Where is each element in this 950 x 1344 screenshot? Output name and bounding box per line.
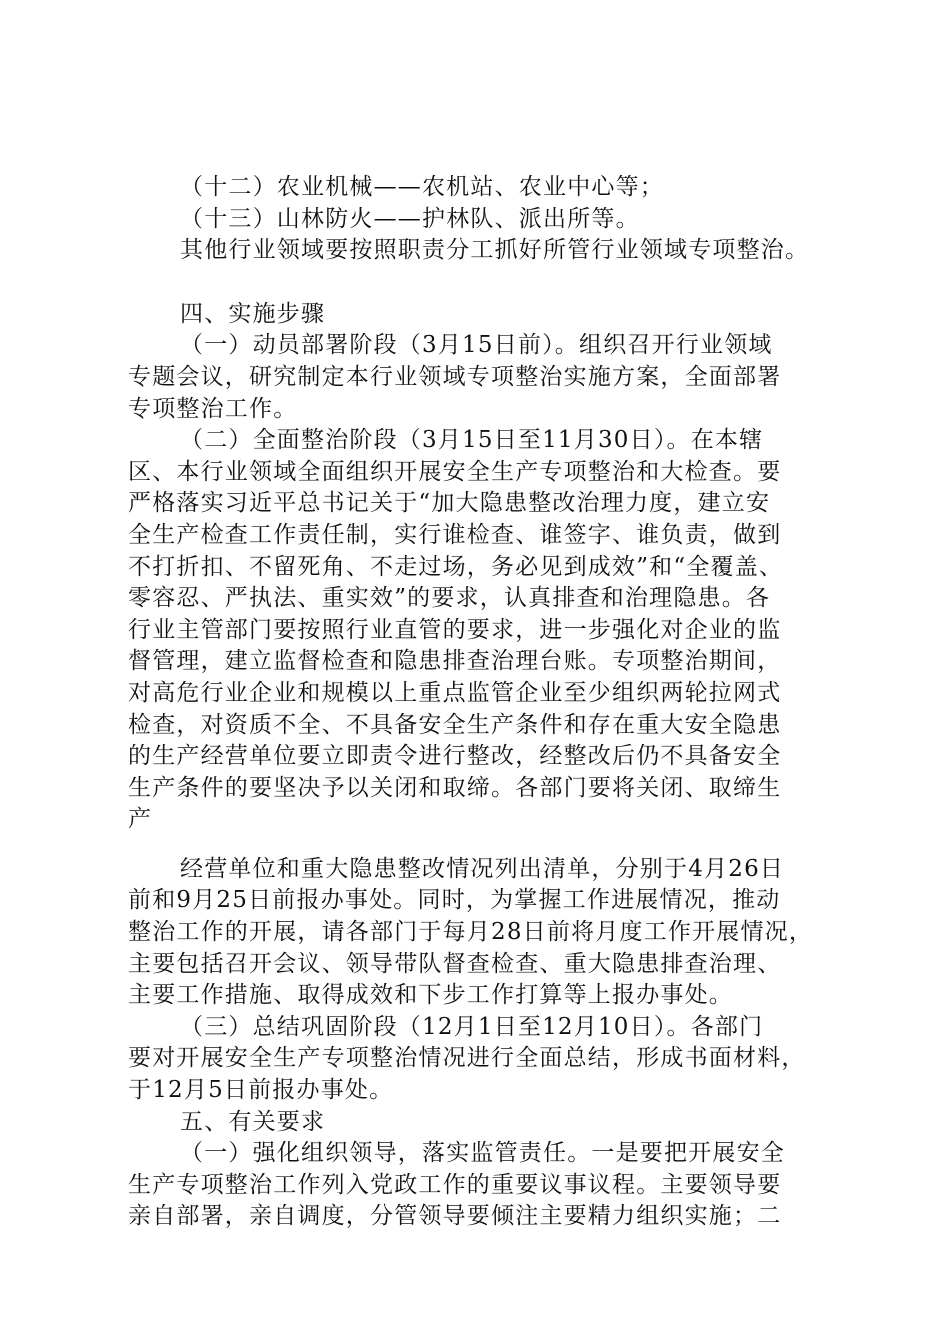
text-line: 前和9月25日前报办事处。同时，为掌握工作进展情况，推动 bbox=[128, 887, 781, 914]
text-line: 检查，对资质不全、不具备安全生产条件和存在重大安全隐患 bbox=[128, 711, 782, 738]
document-page bbox=[128, 172, 838, 1233]
text-line: （一）强化组织领导，落实监管责任。一是要把开展安全 bbox=[180, 1140, 785, 1167]
text-line: 对高危行业企业和规模以上重点监管企业至少组织两轮拉网式 bbox=[128, 679, 782, 706]
text-line: 生产专项整治工作列入党政工作的重要议事议程。主要领导要 bbox=[128, 1171, 782, 1198]
text-line: 区、本行业领域全面组织开展安全生产专项整治和大检查。要 bbox=[128, 458, 782, 485]
text-line: 专项整治工作。 bbox=[128, 395, 298, 422]
text-line: 的生产经营单位要立即责令进行整改，经整改后仍不具备安全 bbox=[128, 743, 782, 770]
text-line: （三）总结巩固阶段（12月1日至12月10日）。各部门 bbox=[180, 1013, 764, 1040]
text-line: 生产条件的要坚决予以关闭和取缔。各部门要将关闭、取缔生 bbox=[128, 774, 782, 801]
text-line: 于12月5日前报办事处。 bbox=[128, 1077, 394, 1104]
text-line: 严格落实习近平总书记关于“加大隐患整改治理力度，建立安 bbox=[128, 490, 771, 517]
text-line: 整治工作的开展，请各部门于每月28日前将月度工作开展情况， bbox=[128, 919, 814, 946]
text-line: 督管理，建立监督检查和隐患排查治理台账。专项整治期间， bbox=[128, 648, 782, 675]
text-line: （二）全面整治阶段（3月15日至11月30日）。在本辖 bbox=[180, 427, 764, 454]
text-line: 主要包括召开会议、领导带队督查检查、重大隐患排查治理、 bbox=[128, 950, 782, 977]
text-line: 亲自部署，亲自调度，分管领导要倾注主要精力组织实施；二 bbox=[128, 1203, 782, 1230]
text-line: 行业主管部门要按照行业直管的要求，进一步强化对企业的监 bbox=[128, 616, 782, 643]
text-line: 专题会议，研究制定本行业领域专项整治实施方案，全面部署 bbox=[128, 363, 782, 390]
text-line: 产 bbox=[128, 806, 153, 833]
text-line: （十三）山林防火——护林队、派出所等。 bbox=[180, 205, 640, 232]
text-line: 不打折扣、不留死角、不走过场，务必见到成效”和“全覆盖、 bbox=[128, 553, 784, 580]
text-line: 其他行业领域要按照职责分工抓好所管行业领域专项整治。 bbox=[180, 237, 810, 264]
text-line: 全生产检查工作责任制，实行谁检查、谁签字、谁负责，做到 bbox=[128, 521, 782, 548]
text-line: 经营单位和重大隐患整改情况列出清单，分别于4月26日 bbox=[180, 855, 785, 882]
text-line: （十二）农业机械——农机站、农业中心等； bbox=[180, 174, 664, 200]
section-heading: 四、实施步骤 bbox=[180, 300, 326, 327]
section-heading: 五、有关要求 bbox=[180, 1108, 326, 1135]
text-line: 主要工作措施、取得成效和下步工作打算等上报办事处。 bbox=[128, 982, 733, 1009]
text-line: 零容忍、严执法、重实效”的要求，认真排查和治理隐患。各 bbox=[128, 585, 771, 612]
text-line: 要对开展安全生产专项整治情况进行全面总结，形成书面材料， bbox=[128, 1045, 806, 1072]
text-line: （一）动员部署阶段（3月15日前）。组织召开行业领域 bbox=[180, 332, 773, 359]
